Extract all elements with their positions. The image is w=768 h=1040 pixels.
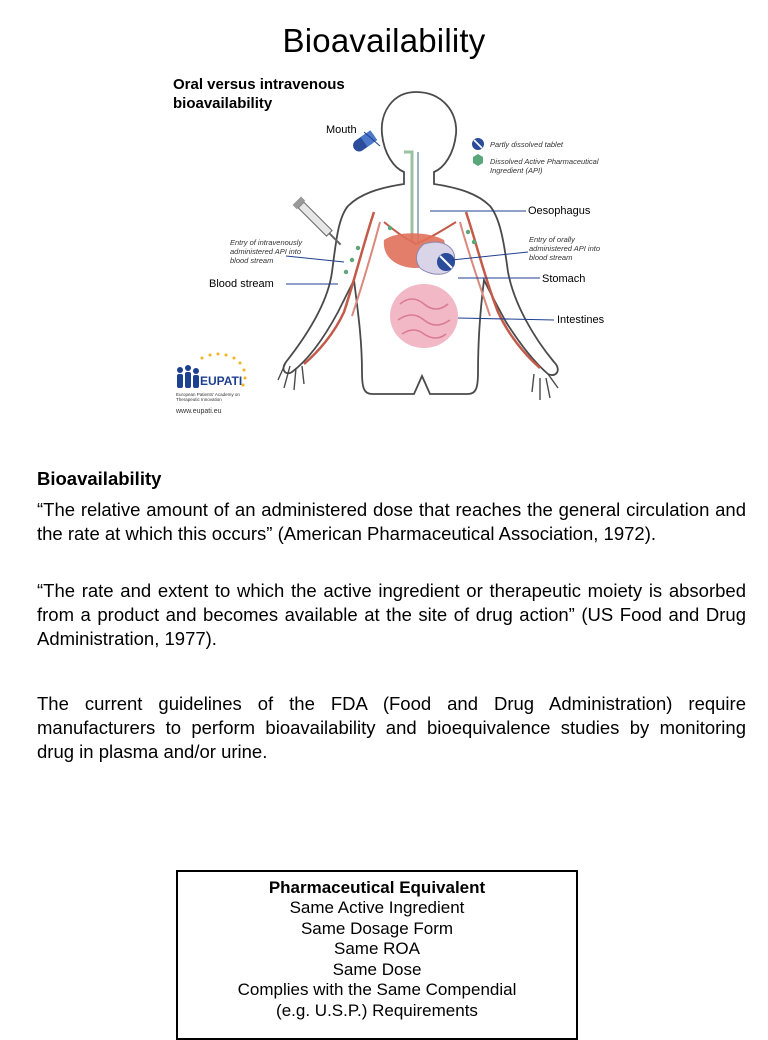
label-stomach: Stomach — [542, 273, 586, 285]
definition-fda: “The rate and extent to which the active ingredient or therapeutic moiety is absorbed from a product and becomes available at the site of drug action” (US Food and Drug Administration, 1977). — [37, 580, 746, 649]
equivalent-line: Same Dose — [332, 959, 422, 979]
legend-tablet-label: Partly dissolved tablet — [490, 140, 563, 149]
equivalent-line: Same ROA — [334, 939, 420, 958]
section-heading: Bioavailability — [37, 468, 162, 489]
pharmaceutical-equivalent-box — [176, 870, 578, 1040]
label-oesophagus: Oesophagus — [528, 205, 591, 217]
figure-caption: Oral versus intravenous bioavailability — [173, 76, 345, 112]
legend-api — [490, 157, 620, 175]
legend-tablet — [490, 140, 563, 149]
definition-apha: “The relative amount of an administered dose that reaches the general circulation and the rate at which this occurs” (American Pharmaceutical Association, 1972). — [37, 499, 746, 544]
equivalent-line: Same Active Ingredient — [289, 898, 465, 917]
fda-guidelines-paragraph: The current guidelines of the FDA (Food and Drug Administration) require manufacturers to perform bioavailability and bioequivalence studies by monitoring drug in plasma and/or urine. — [37, 693, 746, 762]
equivalent-line: (e.g. U.S.P.) Requirements — [276, 1000, 478, 1020]
label-intestines: Intestines — [557, 314, 605, 326]
bioavailability-diagram — [168, 72, 632, 422]
page-title: Bioavailability — [282, 22, 486, 59]
equivalent-box-title: Pharmaceutical Equivalent — [268, 878, 486, 897]
label-mouth: Mouth — [326, 124, 357, 136]
label-iv-entry: Entry of intravenously administered API into blood stream — [230, 238, 303, 265]
equivalent-line: Same Dosage Form — [300, 918, 454, 938]
label-blood-stream: Blood stream — [209, 278, 274, 290]
logo-name: EUPATI — [200, 374, 243, 388]
label-oral-entry: Entry of orally administered API into blood stream — [529, 235, 601, 262]
equivalent-line: Complies with the Same Compendial — [237, 980, 517, 999]
legend-api-label: Dissolved Active Pharmaceutical Ingredient (API) — [490, 157, 599, 175]
logo-url: www.eupati.eu — [176, 408, 222, 415]
logo-subtitle: European Patients' Academy on Therapeutic Innovation — [176, 392, 240, 402]
eupati-logo — [172, 352, 252, 418]
